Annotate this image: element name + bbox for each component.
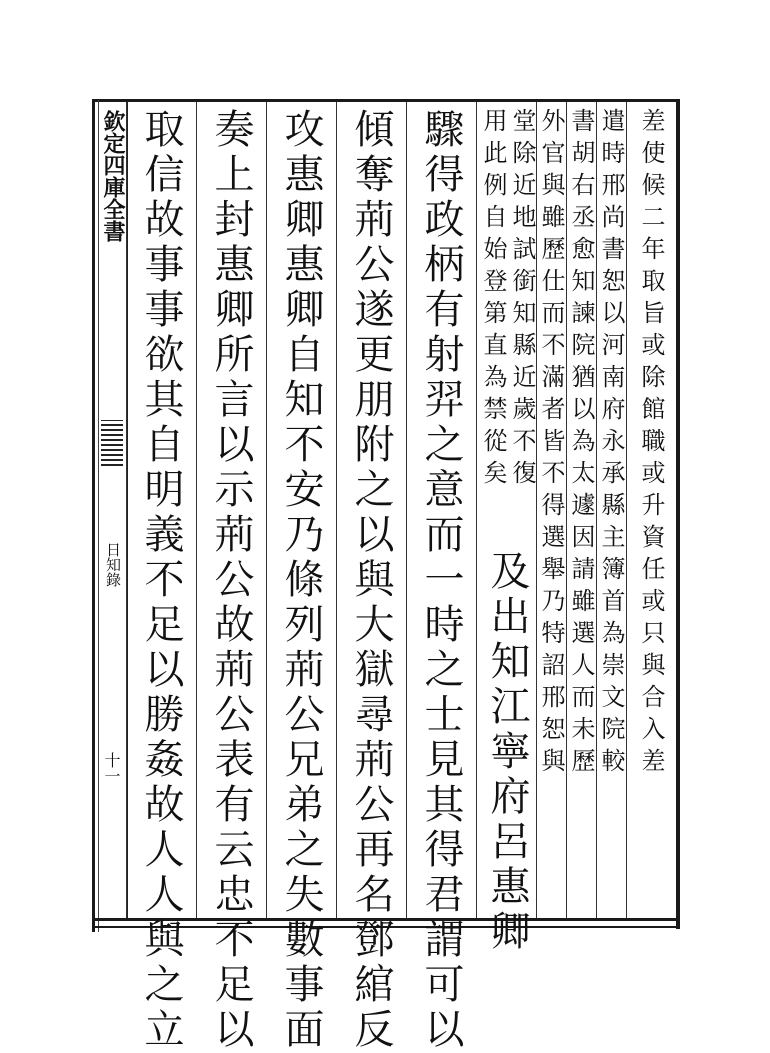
collection-title: 欽定四庫全書 [100,110,126,242]
text-column-6 [406,102,476,1053]
column-text: 驟得政柄有射羿之意而一時之士見其得君謂可以 [418,108,464,1053]
fish-tail-mark [101,420,123,466]
column-text: 遣時邢尚書恕以河南府永承縣主簿首為崇文院較 [597,108,625,780]
text-column-7 [336,102,406,1053]
banner-column [99,102,128,918]
column-text: 書胡右丞愈知諫院猶以為太遽因請雖選人而未歷 [567,108,595,780]
frame-left-border [92,100,95,932]
text-column-10 [126,102,196,1053]
text-column-4 [536,102,566,918]
column-text: 傾奪荊公遂更朋附之以與大獄尋荊公再名鄧綰反 [348,108,394,1053]
column-text: 奏上封惠卿所言以示荊公故荊公表有云忠不足以 [208,108,254,1053]
column-text-small-right: 堂除近地試銜知縣近歲不復 [508,108,536,492]
text-body [126,102,676,1053]
column-text: 外官與雖歷仕而不滿者皆不得選舉乃特詔邢恕與 [537,108,565,780]
column-text-large-tail: 及出知江寧府呂惠卿 [484,550,530,955]
frame-right-border [676,99,680,929]
book-title: 日知錄 [104,542,122,587]
text-column-1 [626,102,676,918]
page-number: 十一 [102,752,121,784]
column-text: 差使候二年取旨或除館職或升資任或只與合入差 [637,108,665,780]
column-text: 攻惠卿惠卿自知不安乃條列荊公兄弟之失數事面 [278,108,324,1053]
text-column-3 [566,102,596,918]
text-column-5 [476,102,536,955]
column-text: 取信故事事欲其自明義不足以勝姦故人人與之立 [138,108,184,1053]
text-column-2 [596,102,626,918]
text-column-9 [196,102,266,1053]
column-text-small-left: 用此例自始登第直為禁從矣 [479,108,507,492]
text-column-8 [266,102,336,1053]
